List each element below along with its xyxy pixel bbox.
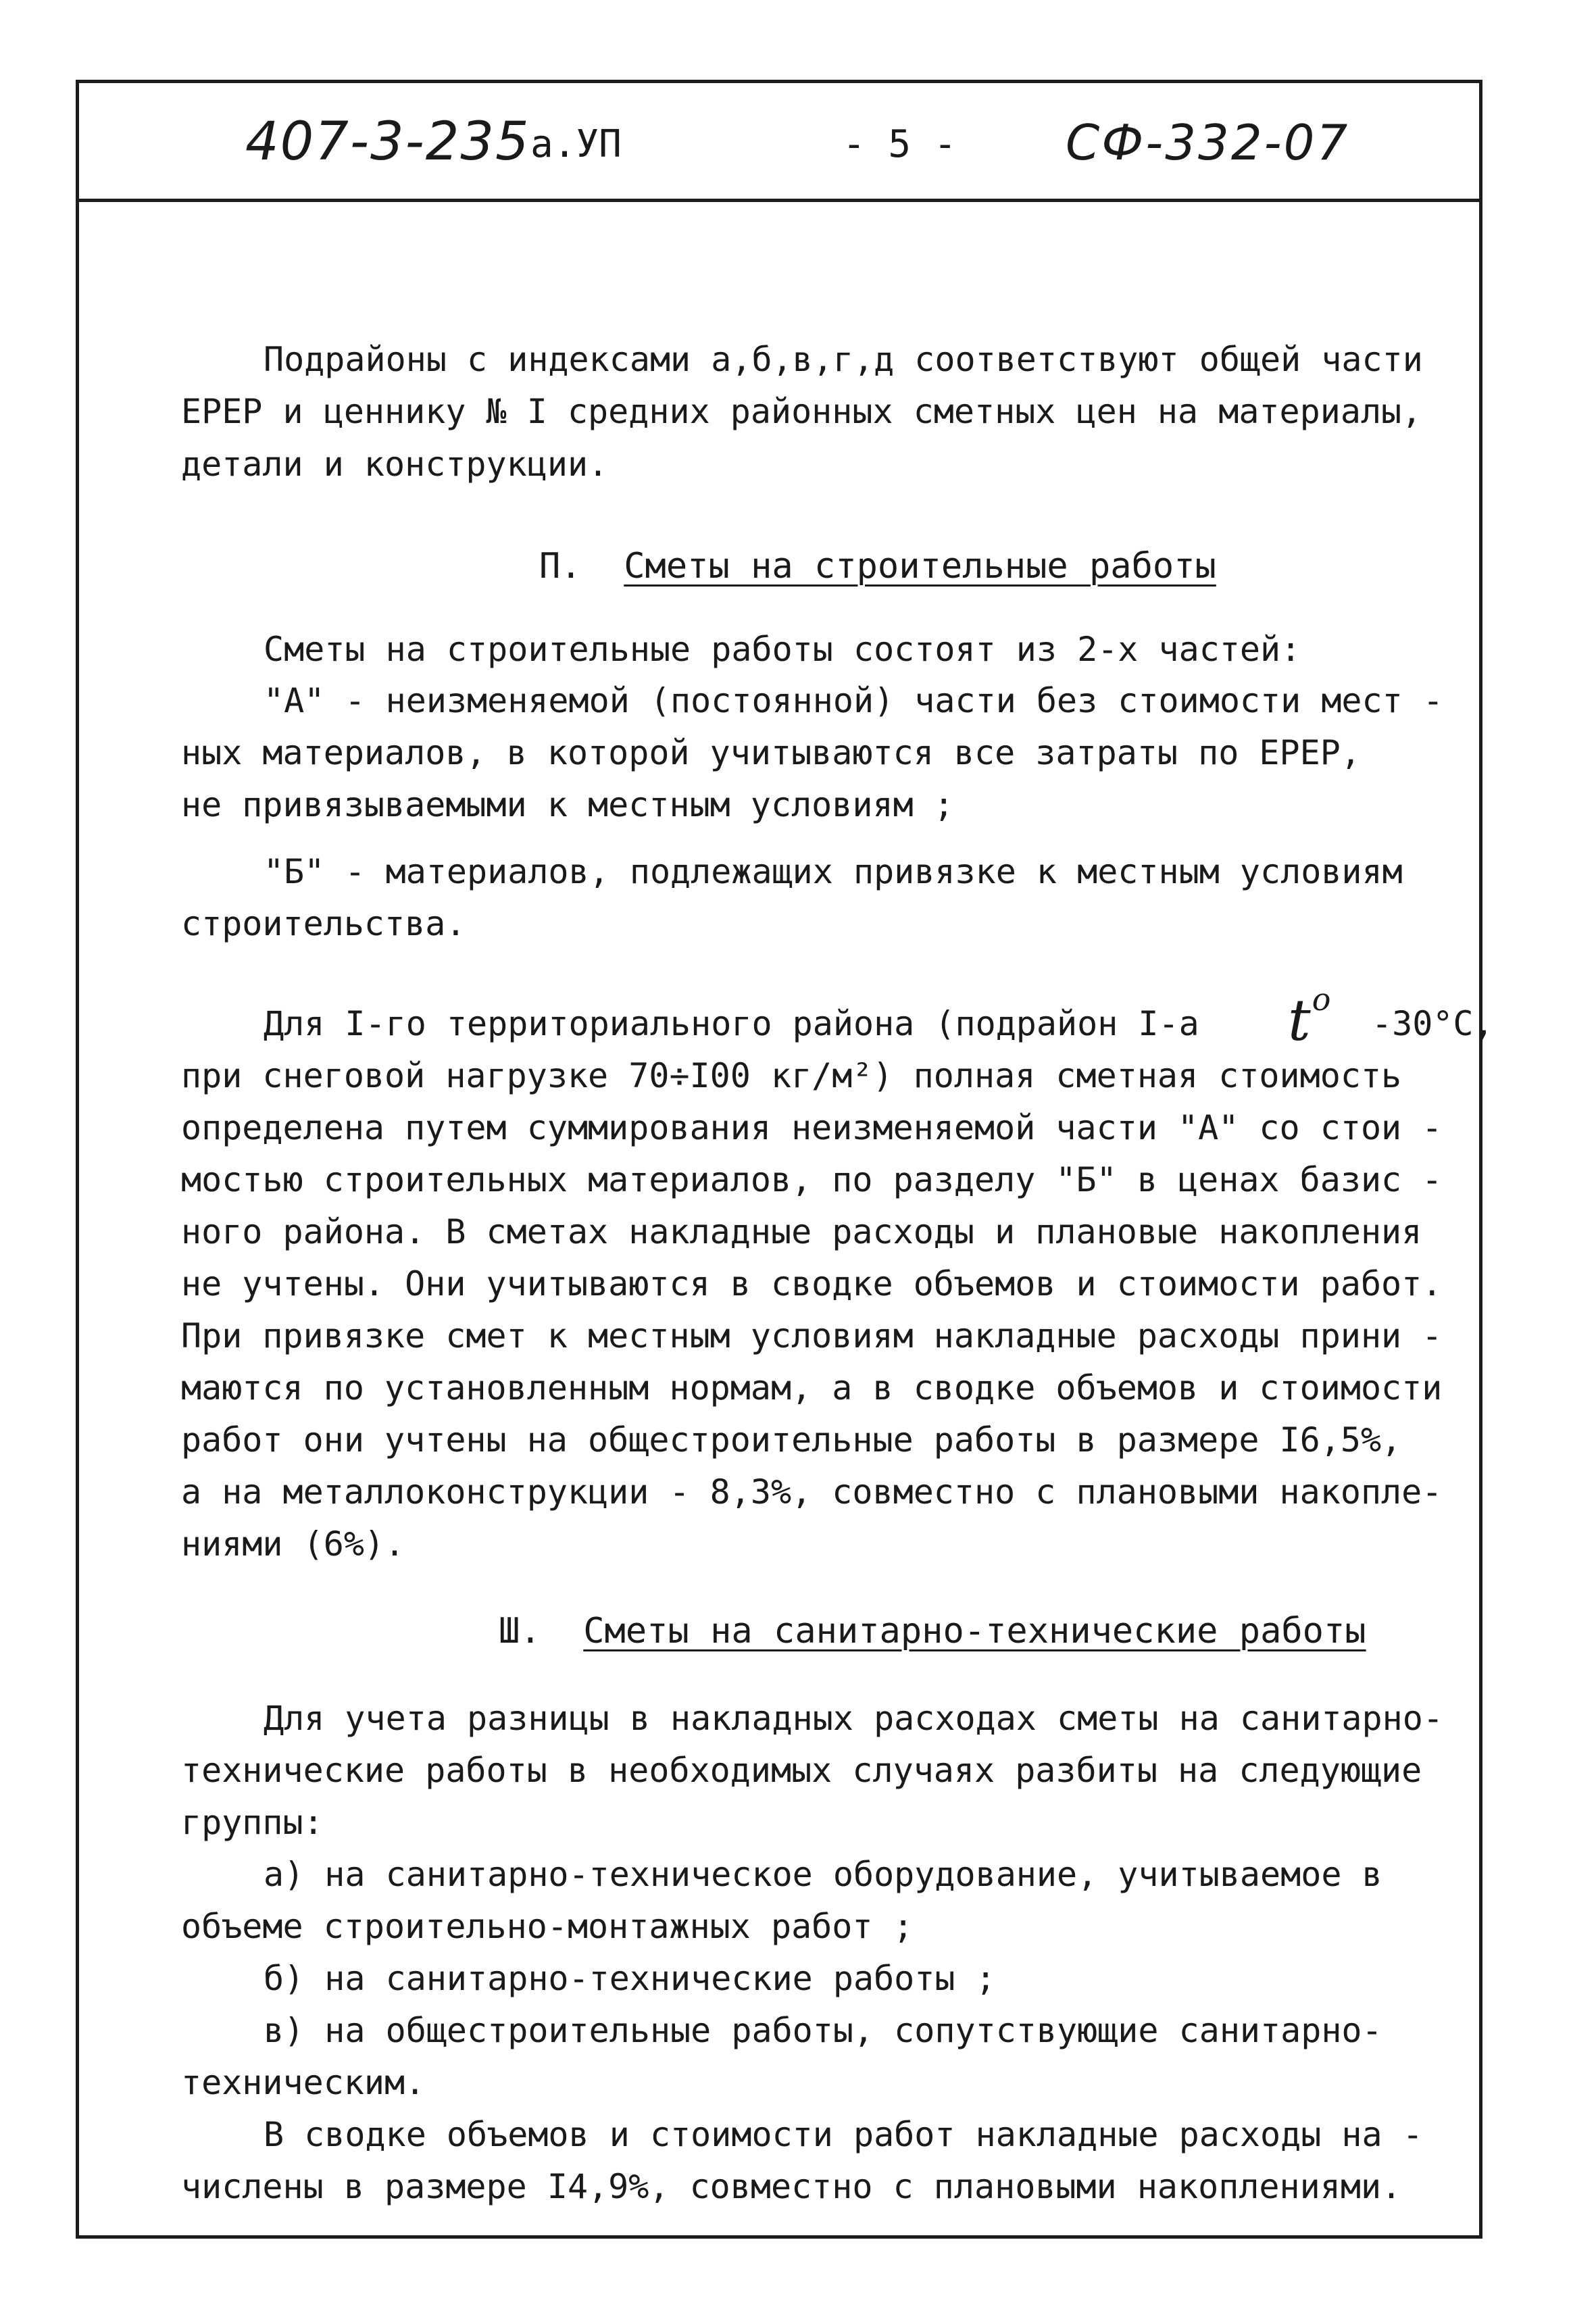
paragraph-line: "А" - неизменяемой (постоянной) части без стоимости мест - bbox=[264, 681, 1443, 720]
list-item: в) на общестроительные работы, сопутствующие санитарно- bbox=[264, 2011, 1382, 2050]
section-2-title: Сметы на строительные работы bbox=[624, 546, 1216, 587]
paragraph-line: ных материалов, в которой учитываются все затраты по ЕРЕР, bbox=[181, 733, 1361, 772]
paragraph-line: а на металлоконструкции - 8,3%, совместно с плановыми накопле- bbox=[181, 1472, 1443, 1512]
paragraph-line: строительства. bbox=[181, 904, 466, 943]
paragraph-line: "Б" - материалов, подлежащих привязке к местным условиям bbox=[264, 852, 1403, 891]
temperature-value: -30°С, bbox=[1372, 1004, 1494, 1043]
paragraph-line: не привязываемыми к местным условиям ; bbox=[181, 785, 954, 824]
paragraph-line: при снеговой нагрузке 70÷I00 кг/м²) полная сметная стоимость bbox=[181, 1056, 1402, 1095]
paragraph-line: не учтены. Они учитываются в сводке объемов и стоимости работ. bbox=[181, 1264, 1443, 1303]
paragraph-line: Для учета разницы в накладных расходах сметы на санитарно- bbox=[264, 1699, 1443, 1738]
paragraph-line: В сводке объемов и стоимости работ накладные расходы на - bbox=[264, 2115, 1423, 2154]
section-3-heading bbox=[499, 1611, 1366, 1651]
section-2-number: П. bbox=[539, 546, 582, 587]
section-3-number: Ш. bbox=[499, 1611, 541, 1651]
paragraph-line: работ они учтены на общестроительные работы в размере I6,5%, bbox=[181, 1420, 1402, 1460]
paragraph-line: маются по установленным нормам, а в сводке объемов и стоимости bbox=[181, 1368, 1443, 1408]
paragraph-line: мостью строительных материалов, по разделу "Б" в ценах базис - bbox=[181, 1160, 1443, 1199]
list-item: объеме строительно-монтажных работ ; bbox=[181, 1907, 914, 1946]
project-number: 407-3-235 bbox=[245, 111, 530, 172]
title-block bbox=[79, 83, 1479, 202]
paragraph-line: Сметы на строительные работы состоят из 2-х частей: bbox=[264, 630, 1301, 669]
paragraph-line: Для I-го территориального района (подрайон I-а bbox=[264, 1004, 1199, 1043]
intro-line: Подрайоны с индексами а,б,в,г,д соответствуют общей части bbox=[264, 340, 1423, 379]
list-item: б) на санитарно-технические работы ; bbox=[264, 1959, 996, 1998]
list-item: техническим. bbox=[181, 2063, 426, 2102]
paragraph-line: определена путем суммирования неизменяемой части "А" со стои - bbox=[181, 1108, 1443, 1147]
paragraph-line: группы: bbox=[181, 1803, 324, 1842]
paragraph-line: При привязке смет к местным условиям накладные расходы прини - bbox=[181, 1316, 1443, 1355]
list-item: а) на санитарно-техническое оборудование, учитываемое в bbox=[264, 1855, 1382, 1894]
page-number: - 5 - bbox=[843, 122, 957, 166]
sheet-code: СФ-332-07 bbox=[1066, 114, 1350, 171]
paragraph-line: ного района. В сметах накладные расходы и плановые накопления bbox=[181, 1212, 1422, 1251]
intro-line: ЕРЕР и ценнику № I средних районных сметных цен на материалы, bbox=[181, 392, 1422, 431]
paragraph-line: технические работы в необходимых случаях разбиты на следующие bbox=[181, 1751, 1422, 1790]
paragraph-line: ниями (6%). bbox=[181, 1524, 405, 1564]
intro-line: детали и конструкции. bbox=[181, 445, 609, 484]
section-2-heading bbox=[539, 546, 1216, 587]
temperature-symbol: $t^o$ bbox=[1288, 981, 1331, 1053]
paragraph-line: числены в размере I4,9%, совместно с плановыми накоплениями. bbox=[181, 2167, 1402, 2206]
section-3-title: Сметы на санитарно-технические работы bbox=[583, 1611, 1366, 1651]
album-label: а.УП bbox=[530, 122, 622, 166]
